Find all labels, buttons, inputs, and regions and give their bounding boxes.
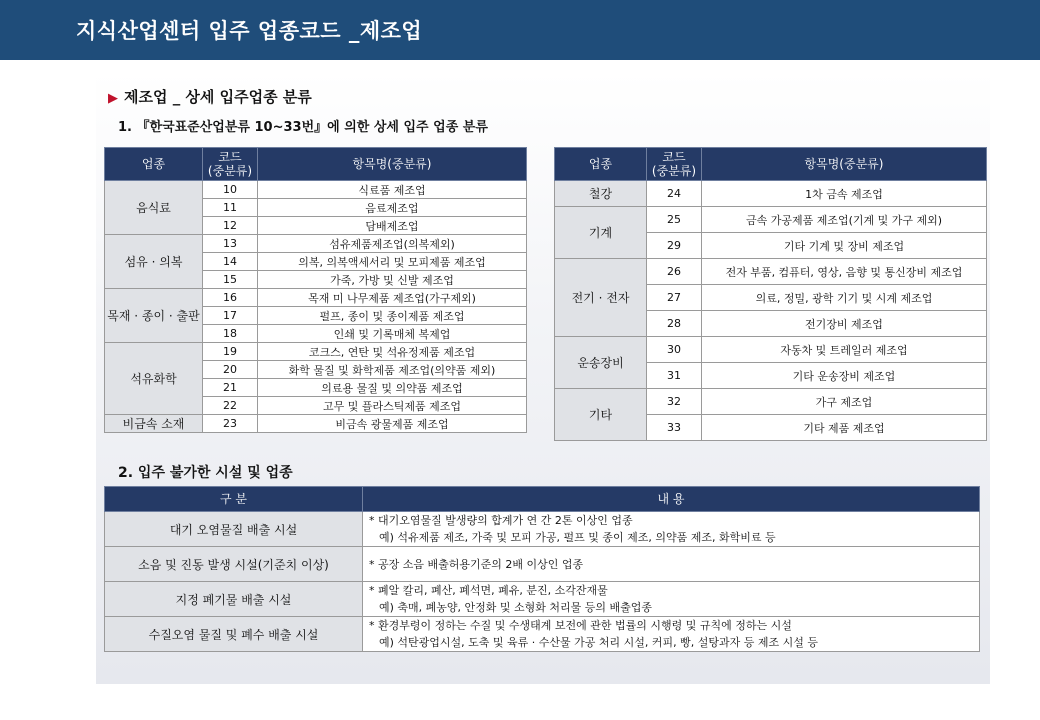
category-cell: 대기 오염물질 배출 시설 <box>105 512 363 547</box>
page-title: 지식산업센터 입주 업종코드 _제조업 <box>76 19 423 43</box>
header-code: 코드 (중분류) <box>203 148 258 181</box>
category-cell: 소음 및 진동 발생 시설(기준치 이상) <box>105 547 363 582</box>
industry-group-cell: 목재 · 종이 · 출판 <box>105 289 203 343</box>
code-cell: 19 <box>203 343 258 361</box>
right-industry-table <box>554 147 987 441</box>
item-cell: 펄프, 종이 및 종이제품 제조업 <box>258 307 527 325</box>
industry-group-cell: 비금속 소재 <box>105 415 203 433</box>
table-row <box>105 181 527 199</box>
content-line: * 공장 소음 배출허용기준의 2배 이상인 업종 <box>369 557 584 571</box>
industry-group-cell: 운송장비 <box>555 337 647 389</box>
item-cell: 의료, 정밀, 광학 기기 및 시계 제조업 <box>702 285 987 311</box>
content-cell <box>363 582 980 617</box>
item-cell: 목재 미 나무제품 제조업(가구제외) <box>258 289 527 307</box>
content-cell <box>363 617 980 652</box>
category-cell: 수질오염 물질 및 폐수 배출 시설 <box>105 617 363 652</box>
code-cell: 21 <box>203 379 258 397</box>
industry-group-cell: 석유화학 <box>105 343 203 415</box>
item-cell: 코크스, 연탄 및 석유정제품 제조업 <box>258 343 527 361</box>
table-row <box>105 289 527 307</box>
content-cell <box>363 547 980 582</box>
table-row <box>105 512 980 547</box>
code-cell: 10 <box>203 181 258 199</box>
item-cell: 화학 물질 및 화학제품 제조업(의약품 제외) <box>258 361 527 379</box>
table-row <box>105 617 980 652</box>
code-cell: 17 <box>203 307 258 325</box>
header-code: 코드 (중분류) <box>647 148 702 181</box>
table-row <box>555 181 987 207</box>
industry-group-cell: 철강 <box>555 181 647 207</box>
item-cell: 1차 금속 제조업 <box>702 181 987 207</box>
item-cell: 가죽, 가방 및 신발 제조업 <box>258 271 527 289</box>
code-cell: 24 <box>647 181 702 207</box>
code-cell: 26 <box>647 259 702 285</box>
subtitle-1: 1. 『한국표준산업분류 10~33번』에 의한 상세 입주 업종 분류 <box>118 120 488 135</box>
code-cell: 23 <box>203 415 258 433</box>
item-cell: 의복, 의복액세서리 및 모피제품 제조업 <box>258 253 527 271</box>
header-industry: 업종 <box>555 148 647 181</box>
code-cell: 13 <box>203 235 258 253</box>
industry-group-cell: 전기 · 전자 <box>555 259 647 337</box>
code-cell: 16 <box>203 289 258 307</box>
item-cell: 기타 운송장비 제조업 <box>702 363 987 389</box>
code-cell: 33 <box>647 415 702 441</box>
content-line: * 환경부령이 정하는 수질 및 수생태계 보전에 관한 법률의 시행령 및 규칙에 정하는 시설 <box>369 619 792 632</box>
section-title <box>108 86 312 107</box>
item-cell: 음료제조업 <box>258 199 527 217</box>
code-cell: 22 <box>203 397 258 415</box>
table-row <box>105 343 527 361</box>
table-row <box>555 389 987 415</box>
industry-group-cell: 기타 <box>555 389 647 441</box>
code-cell: 30 <box>647 337 702 363</box>
code-cell: 31 <box>647 363 702 389</box>
header-item: 항목명(중분류) <box>258 148 527 181</box>
subtitle-2: 2. 입주 불가한 시설 및 업종 <box>118 465 293 481</box>
content-line: * 폐알 칼리, 폐산, 폐석면, 폐유, 분진, 소각잔재물 <box>369 584 608 597</box>
restricted-facilities-table <box>104 486 980 652</box>
category-cell: 지정 폐기물 배출 시설 <box>105 582 363 617</box>
code-cell: 20 <box>203 361 258 379</box>
code-cell: 25 <box>647 207 702 233</box>
table-row <box>105 582 980 617</box>
table-row <box>105 235 527 253</box>
code-cell: 28 <box>647 311 702 337</box>
content-line: * 대기오염물질 발생량의 합계가 연 간 2톤 이상인 업종 <box>369 514 633 527</box>
item-cell: 비금속 광물제품 제조업 <box>258 415 527 433</box>
triangle-bullet-icon: ▶ <box>108 91 118 106</box>
table-row <box>555 337 987 363</box>
content-cell <box>363 512 980 547</box>
item-cell: 의료용 물질 및 의약품 제조업 <box>258 379 527 397</box>
code-cell: 11 <box>203 199 258 217</box>
item-cell: 기타 기계 및 장비 제조업 <box>702 233 987 259</box>
item-cell: 기타 제품 제조업 <box>702 415 987 441</box>
left-industry-table <box>104 147 527 433</box>
item-cell: 고무 및 플라스틱제품 제조업 <box>258 397 527 415</box>
item-cell: 인쇄 및 기록매체 복제업 <box>258 325 527 343</box>
industry-group-cell: 기계 <box>555 207 647 259</box>
table-row <box>105 547 980 582</box>
item-cell: 식료품 제조업 <box>258 181 527 199</box>
content-line: 예) 축매, 폐농양, 안정화 및 소형화 처리물 등의 배출업종 <box>379 601 653 614</box>
header-industry: 업종 <box>105 148 203 181</box>
content-line: 예) 석유제품 제조, 가죽 및 모피 가공, 펄프 및 종이 제조, 의약품 제조, 화학비료 등 <box>379 531 776 544</box>
title-bar <box>0 0 1040 60</box>
item-cell: 금속 가공제품 제조업(기계 및 가구 제외) <box>702 207 987 233</box>
code-cell: 27 <box>647 285 702 311</box>
item-cell: 섬유제품제조업(의복제외) <box>258 235 527 253</box>
code-cell: 29 <box>647 233 702 259</box>
industry-group-cell: 섬유 · 의복 <box>105 235 203 289</box>
header-content: 내 용 <box>363 487 980 512</box>
code-cell: 32 <box>647 389 702 415</box>
code-cell: 12 <box>203 217 258 235</box>
table-row <box>555 207 987 233</box>
industry-group-cell: 음식료 <box>105 181 203 235</box>
content-line: 예) 석탄광업시설, 도축 및 육류 · 수산물 가공 처리 시설, 커피, 빵, 설탕과자 등 제조 시설 등 <box>379 636 819 649</box>
table-row <box>555 259 987 285</box>
header-category: 구 분 <box>105 487 363 512</box>
header-item: 항목명(중분류) <box>702 148 987 181</box>
code-cell: 14 <box>203 253 258 271</box>
item-cell: 담배제조업 <box>258 217 527 235</box>
code-cell: 18 <box>203 325 258 343</box>
section-title-text: 제조업 _ 상세 입주업종 분류 <box>124 88 312 106</box>
table-row <box>105 415 527 433</box>
item-cell: 자동차 및 트레일러 제조업 <box>702 337 987 363</box>
code-cell: 15 <box>203 271 258 289</box>
item-cell: 전기장비 제조업 <box>702 311 987 337</box>
item-cell: 전자 부품, 컴퓨터, 영상, 음향 및 통신장비 제조업 <box>702 259 987 285</box>
item-cell: 가구 제조업 <box>702 389 987 415</box>
